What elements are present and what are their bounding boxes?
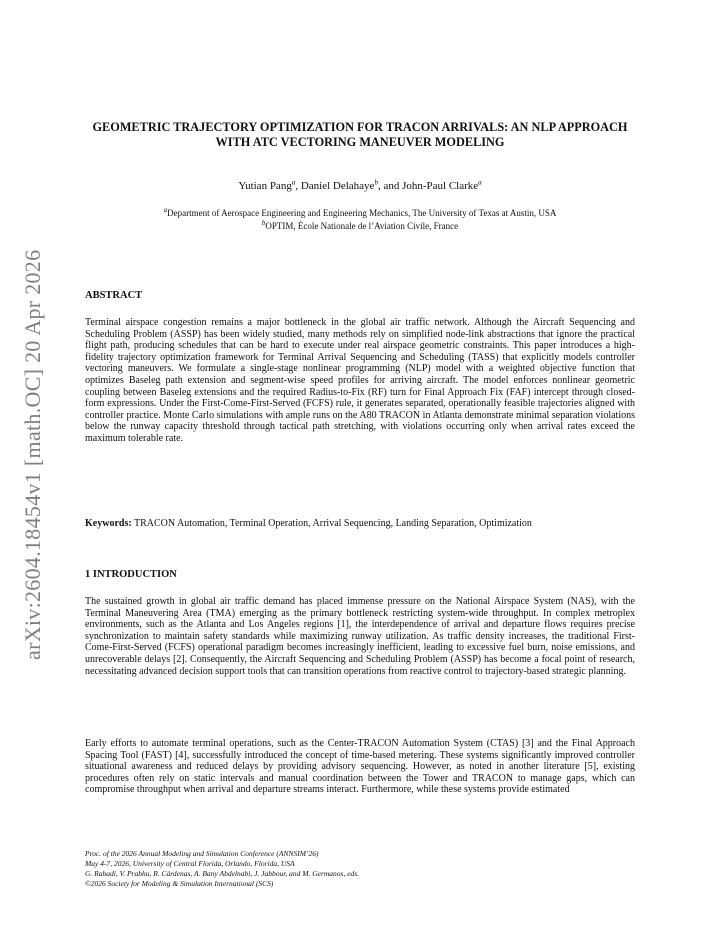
author-list: [85, 180, 635, 193]
affiliation-b: [85, 220, 635, 233]
abstract-text: Terminal airspace congestion remains a major bottleneck in the global air traffic network. Although the Aircraft Sequencing and Scheduling Problem (ASSP) has been widely studied, many methods rely on simplified node-link abstractions that ignore the practical flight path, producing schedules that can be hard to execute under real airspace geometric constraints. This paper introduces a high-fidelity trajectory optimization framework for Terminal Arrival Sequencing and Scheduling (TASS) that explicitly models controller vectoring maneuvers. We formulate a single-stage nonlinear programming (NLP) model with a weighted objective function that optimizes Baseleg path extension and segment-wise speed profiles for arriving aircraft. The model enforces nonlinear geometric coupling between Baseleg extensions and the required Radius-to-Fix (RF) turn for Final Approach Fix (FAF) intercept through closed-form expressions. Under the First-Come-First-Served (FCFS) rule, it generates separated, operationally feasible trajectories aligned with controller practice. Monte Carlo simulations with ample runs on the A80 TRACON in Atlanta demonstrate minimal separation violations below the runway capacity threshold through tactical path stretching, with violations occurring only when arrival rates exceed the maximum tolerable rate.: [85, 317, 635, 444]
conference-footer: [85, 849, 635, 889]
affiliation-marker: a: [291, 178, 296, 187]
footer-line: G. Rabadi, V. Prabhu, R. Cárdenas, A. Bany Abdelnabi, J. Jabbour, and M. Germanos, eds.: [85, 869, 360, 878]
introduction-paragraph-1: The sustained growth in global air traffic demand has placed immense pressure on the National Airspace System (NAS), with the Terminal Maneuvering Area (TMA) emerging as the primary bottleneck restricting system-wide throughput. In complex metroplex environments, such as the Atlanta and Los Angeles regions [1], the interdependence of arrival and departure flows requires precise synchronization to maintain safety standards while maximizing runway utilization. As traffic density increases, the traditional First-Come-First-Served (FCFS) operational paradigm becomes increasingly inefficient, leading to excessive fuel burn, noise emissions, and unrecoverable delays [2]. Consequently, the Aircraft Sequencing and Scheduling Problem (ASSP) has become a focal point of research, necessitating advanced decision support tools that can transition operations from reactive control to trajectory-based strategic planning.: [85, 596, 635, 677]
keywords-text: TRACON Automation, Terminal Operation, Arrival Sequencing, Landing Separation, Optimization: [134, 518, 532, 529]
abstract-heading: ABSTRACT: [85, 290, 143, 301]
affiliations: [85, 207, 635, 233]
arxiv-stamp: arXiv:2604.18454v1 [math.OC] 20 Apr 2026: [20, 249, 45, 660]
affiliation-text: OPTIM, École Nationale de l’Aviation Civile, France: [265, 221, 459, 231]
author-name: John-Paul Clarke: [402, 180, 479, 192]
affiliation-marker: b: [261, 219, 266, 227]
affiliation-text: Department of Aerospace Engineering and Engineering Mechanics, The University of Texas at Austin, USA: [167, 208, 557, 218]
keywords-label: Keywords:: [85, 518, 132, 529]
footer-line: Proc. of the 2026 Annual Modeling and Simulation Conference (ANNSIM’26): [85, 849, 319, 858]
affiliation-a: [85, 207, 635, 220]
keywords: [85, 518, 635, 530]
footer-line: May 4-7, 2026, University of Central Florida, Orlando, Florida, USA: [85, 859, 295, 868]
affiliation-marker: b: [374, 178, 378, 187]
author-separator: , and: [377, 180, 403, 192]
author-name: Yutian Pang: [238, 180, 292, 192]
affiliation-marker: a: [478, 178, 482, 187]
introduction-paragraph-2: Early efforts to automate terminal operations, such as the Center-TRACON Automation System (CTAS) [3] and the Final Approach Spacing Tool (FAST) [4], successfully introduced the concept of time-based metering. These systems significantly improved controller situational awareness and reduced delays by providing advisory sequencing. However, as noted in another literature [5], existing procedures often rely on static intervals and manual coordination between the Tower and TRACON to manage gaps, which can compromise throughput when arrival and departure streams interact. Furthermore, while these systems provide estimated: [85, 738, 635, 796]
footer-line: ©2026 Society for Modeling & Simulation International (SCS): [85, 879, 274, 888]
author-name: Daniel Delahaye: [300, 180, 375, 192]
affiliation-marker: a: [163, 206, 168, 214]
introduction-heading: 1 INTRODUCTION: [85, 569, 177, 580]
paper-title: GEOMETRIC TRAJECTORY OPTIMIZATION FOR TRACON ARRIVALS: AN NLP APPROACH WITH ATC VECTORING MANEUVER MODELING: [92, 120, 628, 149]
author-separator: ,: [295, 180, 301, 192]
